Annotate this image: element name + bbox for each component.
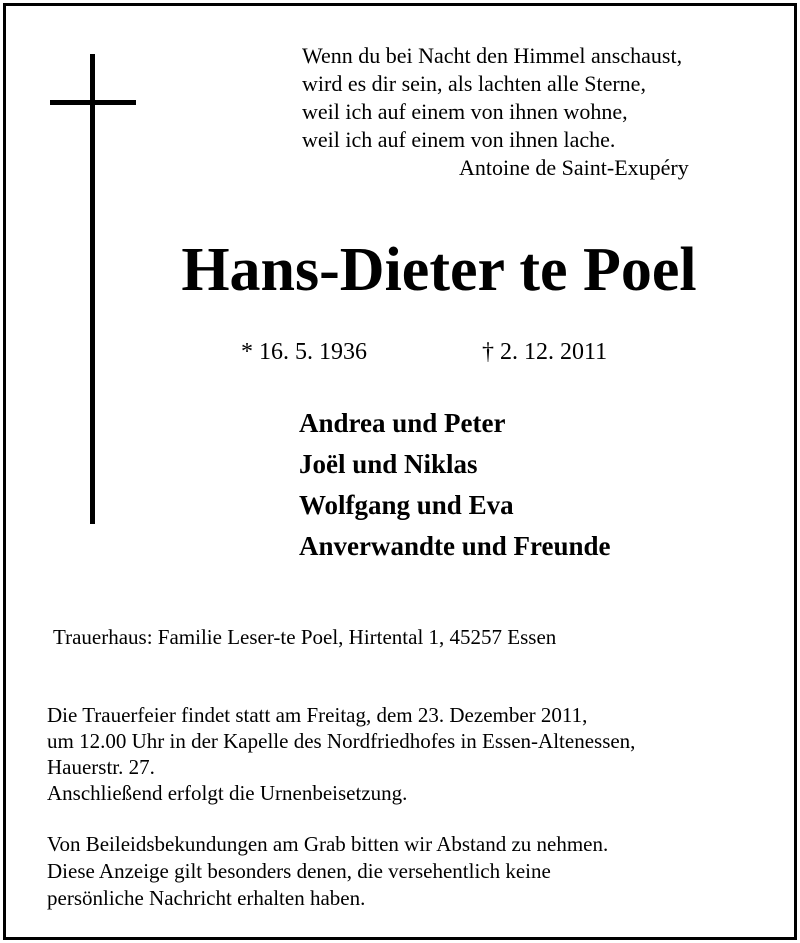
notice-line: Von Beileidsbekundungen am Grab bitten wir Abstand zu nehmen.: [47, 832, 609, 856]
ceremony-info: [47, 702, 635, 806]
notice-line: persönliche Nachricht erhalten haben.: [47, 886, 366, 910]
poem-line: wird es dir sein, als lachten alle Sterne,: [302, 71, 646, 96]
mourner-entry: Wolfgang und Eva: [299, 490, 514, 520]
poem-author: Antoine de Saint-Exupéry: [459, 155, 689, 180]
cross-horizontal-bar: [50, 100, 136, 105]
mourner-entry: Andrea und Peter: [299, 408, 506, 438]
poem-line: weil ich auf einem von ihnen wohne,: [302, 99, 628, 124]
ceremony-line: Anschließend erfolgt die Urnenbeisetzung.: [47, 781, 408, 805]
death-date: † 2. 12. 2011: [482, 339, 608, 365]
mourner-entry: Joël und Niklas: [299, 449, 478, 479]
mourners-list: [299, 403, 611, 567]
poem-quote: [302, 42, 772, 182]
ceremony-line: um 12.00 Uhr in der Kapelle des Nordfriedhofes in Essen-Altenessen,: [47, 729, 636, 753]
notice-line: Diese Anzeige gilt besonders denen, die versehentlich keine: [47, 859, 551, 883]
mourning-house-address: Trauerhaus: Familie Leser-te Poel, Hirtental 1, 45257 Essen: [53, 625, 557, 649]
condolence-notice: [47, 831, 608, 912]
birth-date: * 16. 5. 1936: [241, 339, 367, 365]
poem-line: weil ich auf einem von ihnen lache.: [302, 127, 616, 152]
ceremony-line: Die Trauerfeier findet statt am Freitag, dem 23. Dezember 2011,: [47, 703, 588, 727]
ceremony-line: Hauerstr. 27.: [47, 755, 155, 779]
mourner-entry: Anverwandte und Freunde: [299, 531, 611, 561]
poem-line: Wenn du bei Nacht den Himmel anschaust,: [302, 43, 683, 68]
deceased-name: Hans-Dieter te Poel: [181, 236, 697, 304]
